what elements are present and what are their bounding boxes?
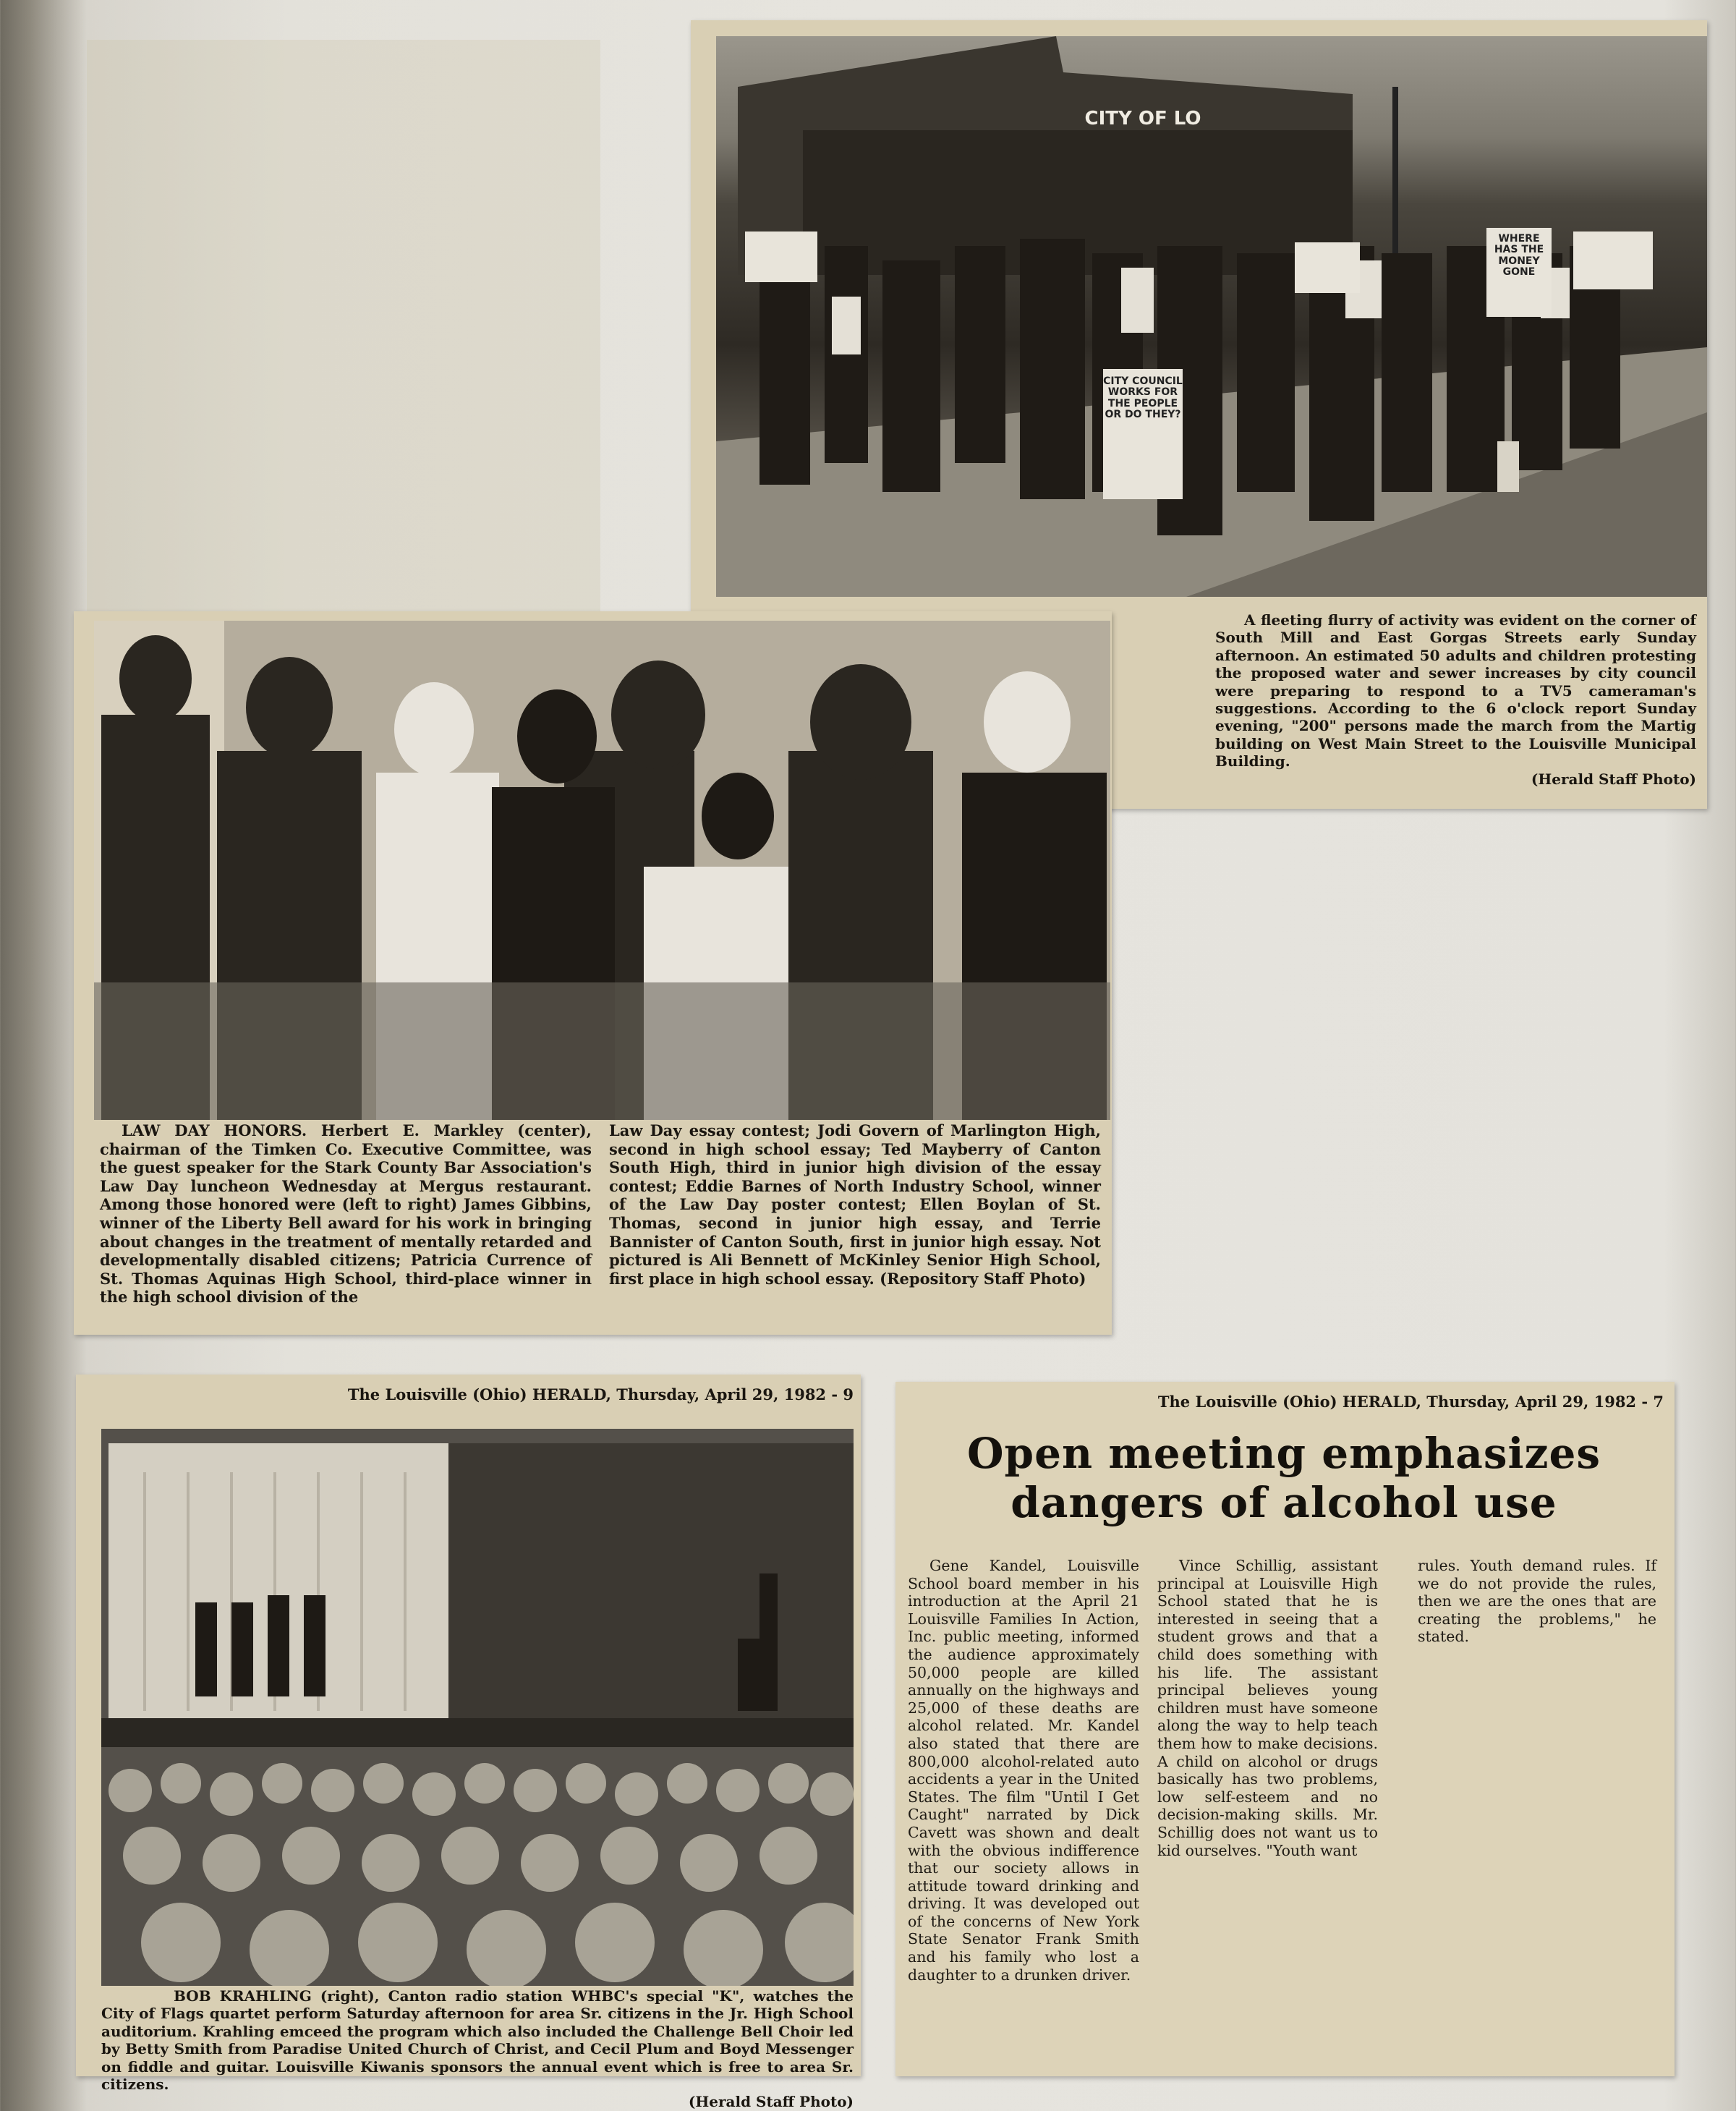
article-column-2: Vince Schillig, assistant principal at Louisville High School stated that he is interested in seeing that a student grows and that a child does something with his life. The assistant principal believes young children must have someone along the way to help teach them how to make decisions. A child on alcohol or drugs basically has two problems, low self-esteem and no decision-making skills. Mr. Schillig does not want us to kid ourselves. "Youth want xyxy=(1157,1557,1378,1859)
concert-header: The Louisville (Ohio) HERALD, Thursday, April 29, 1982 - 9 xyxy=(347,1385,854,1403)
article-column-3: rules. Youth demand rules. If we do not provide the rules, then we are the ones that are creating the problems," he stated. xyxy=(1418,1557,1656,1646)
headline-line-1: Open meeting emphasizes xyxy=(966,1429,1601,1478)
protest-caption-text: A fleeting flurry of activity was evident on the corner of South Mill and East Gorgas Streets early Sunday afternoon. An estimated 50 adults and children protesting the proposed water and sewer increases by city council were preparing to respond to a TV5 cameraman's suggestions. According to the 6 o'clock report Sunday evening, "200" persons made the march from the Martig building on West Main Street to the Louisville Municipal Building. xyxy=(1215,611,1696,770)
protest-sign-money: WHERE HAS THE MONEY GONE xyxy=(1486,228,1552,317)
concert-photo xyxy=(101,1429,854,1986)
protest-sign-council: CITY COUNCIL WORKS FOR THE PEOPLE OR DO THEY? xyxy=(1103,369,1183,499)
protest-photo xyxy=(716,36,1707,597)
protest-sign-right xyxy=(1573,232,1653,289)
law-day-caption xyxy=(94,1121,1110,1331)
concert-caption xyxy=(101,1987,854,2111)
law-day-caption-col2: Law Day essay contest; Jodi Govern of Marlington High, second in high school essay; Ted Mayberry of Canton South High, third in junior high division of the essay contest; Eddie Barnes of North Industry School, winner of the Law Day poster contest; Ellen Boylan of St. Thomas, second in junior high essay, and Terrie Bannister of Canton South, first in junior high essay. Not pictured is Ali Bennett of McKinley Senior High School, first place in high school essay. (Repository Staff Photo) xyxy=(609,1121,1101,1288)
article-header: The Louisville (Ohio) HERALD, Thursday, April 29, 1982 - 7 xyxy=(1157,1393,1664,1411)
protest-sign-blank xyxy=(745,232,817,282)
law-day-caption-col1: LAW DAY HONORS. Herbert E. Markley (center), chairman of the Timken Co. Executive Committee, was the guest speaker for the Stark County Bar Association's Law Day luncheon Wednesday at Mergus restaurant. Among those honored were (left to right) James Gibbins, winner of the Liberty Bell award for his work in bringing about changes in the treatment of mentally retarded and developmentally disabled citizens; Patricia Currence of St. Thomas Aquinas High School, third-place winner in the high school division of the xyxy=(100,1121,592,1307)
concert-credit: (Herald Staff Photo) xyxy=(688,2093,854,2111)
concert-caption-text: BOB KRAHLING (right), Canton radio station WHBC's special "K", watches the City of Flags quartet perform Saturday afternoon for area Sr. citizens in the Jr. High School auditorium. Krahling emceed the program which also included the Challenge Bell Choir led by Betty Smith from Paradise United Church of Christ, and Cecil Plum and Boyd Messenger on fiddle and guitar. Louisville Kiwanis sponsors the annual event which is free to area Sr. citizens. xyxy=(101,1987,854,2093)
article-column-1: Gene Kandel, Louisville School board member in his introduction at the April 21 Louisville Families In Action, Inc. public meeting, informed the audience approximately 50,000 people are killed annually on the highways and 25,000 of these deaths are alcohol related. Mr. Kandel also stated that there are 800,000 alcohol-related auto accidents a year in the United States. The film "Until I Get Caught" narrated by Dick Cavett was shown and dealt with the obvious indifference that our society allows in attitude toward drinking and driving. It was developed out of the concerns of New York State Senator Frank Smith and his family who lost a daughter to a drunken driver. xyxy=(908,1557,1139,1984)
building-sign: CITY OF LO xyxy=(1084,108,1201,129)
protest-credit: (Herald Staff Photo) xyxy=(1531,770,1696,788)
law-day-photo xyxy=(94,621,1110,1120)
protest-caption xyxy=(1215,611,1696,788)
article-headline xyxy=(904,1429,1664,1528)
protest-sign-small xyxy=(1295,242,1360,293)
headline-line-2: dangers of alcohol use xyxy=(1010,1478,1557,1528)
